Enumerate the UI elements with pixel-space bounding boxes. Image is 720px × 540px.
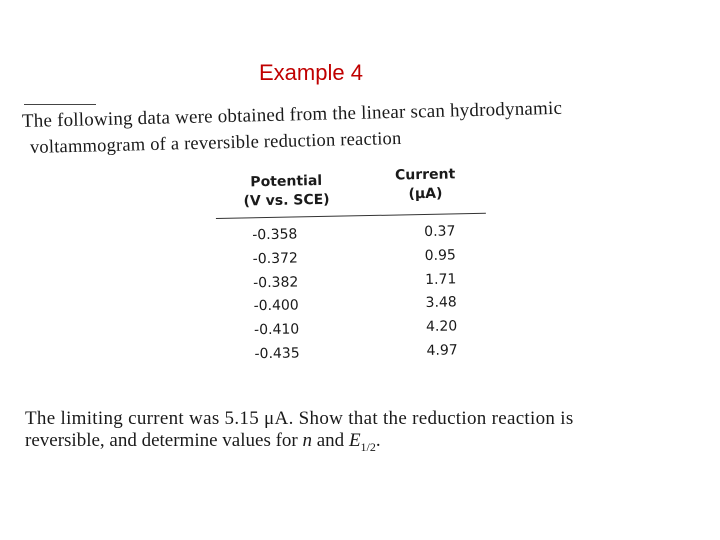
potential-cell: -0.382 xyxy=(253,274,299,291)
header-current-label: Current xyxy=(394,166,456,184)
header-potential-unit: (V vs. SCE) xyxy=(243,191,330,210)
potential-cell: -0.372 xyxy=(252,250,299,268)
table-row xyxy=(218,342,488,371)
table-header xyxy=(215,165,486,216)
page-title: Example 4 xyxy=(259,60,363,85)
current-cell: 4.97 xyxy=(426,342,458,359)
header-potential xyxy=(227,172,346,212)
variable-e-subscript: 1/2 xyxy=(360,439,376,454)
potential-cell: -0.435 xyxy=(254,345,300,363)
question-and: and xyxy=(312,430,349,451)
question-text xyxy=(25,408,705,458)
question-line-1: The limiting current was 5.15 μA. Show that the reduction reaction is xyxy=(25,408,574,429)
question-line-2-text: reversible, and determine values for xyxy=(25,430,303,451)
question-line-2 xyxy=(25,430,705,458)
data-table xyxy=(215,165,486,363)
current-cell: 0.37 xyxy=(424,223,456,240)
table-body xyxy=(216,223,489,371)
header-potential-label: Potential xyxy=(250,172,323,191)
current-cell: 4.20 xyxy=(425,318,458,336)
current-cell: 1.71 xyxy=(424,270,457,288)
potential-cell: -0.410 xyxy=(253,321,300,339)
current-cell: 0.95 xyxy=(424,247,457,264)
variable-e: E xyxy=(348,430,361,451)
potential-cell: -0.400 xyxy=(253,297,299,315)
top-divider xyxy=(24,104,96,105)
intro-text-line-2: voltammogram of a reversible reduction reaction xyxy=(29,128,402,158)
potential-cell: -0.358 xyxy=(252,226,298,244)
intro-text-line-1: The following data were obtained from the linear scan hydrodynamic xyxy=(21,97,563,132)
current-cell: 3.48 xyxy=(425,294,457,312)
question-period: . xyxy=(375,430,381,451)
header-current xyxy=(375,165,476,205)
header-current-unit: (μA) xyxy=(408,185,443,203)
variable-n: n xyxy=(302,430,312,451)
